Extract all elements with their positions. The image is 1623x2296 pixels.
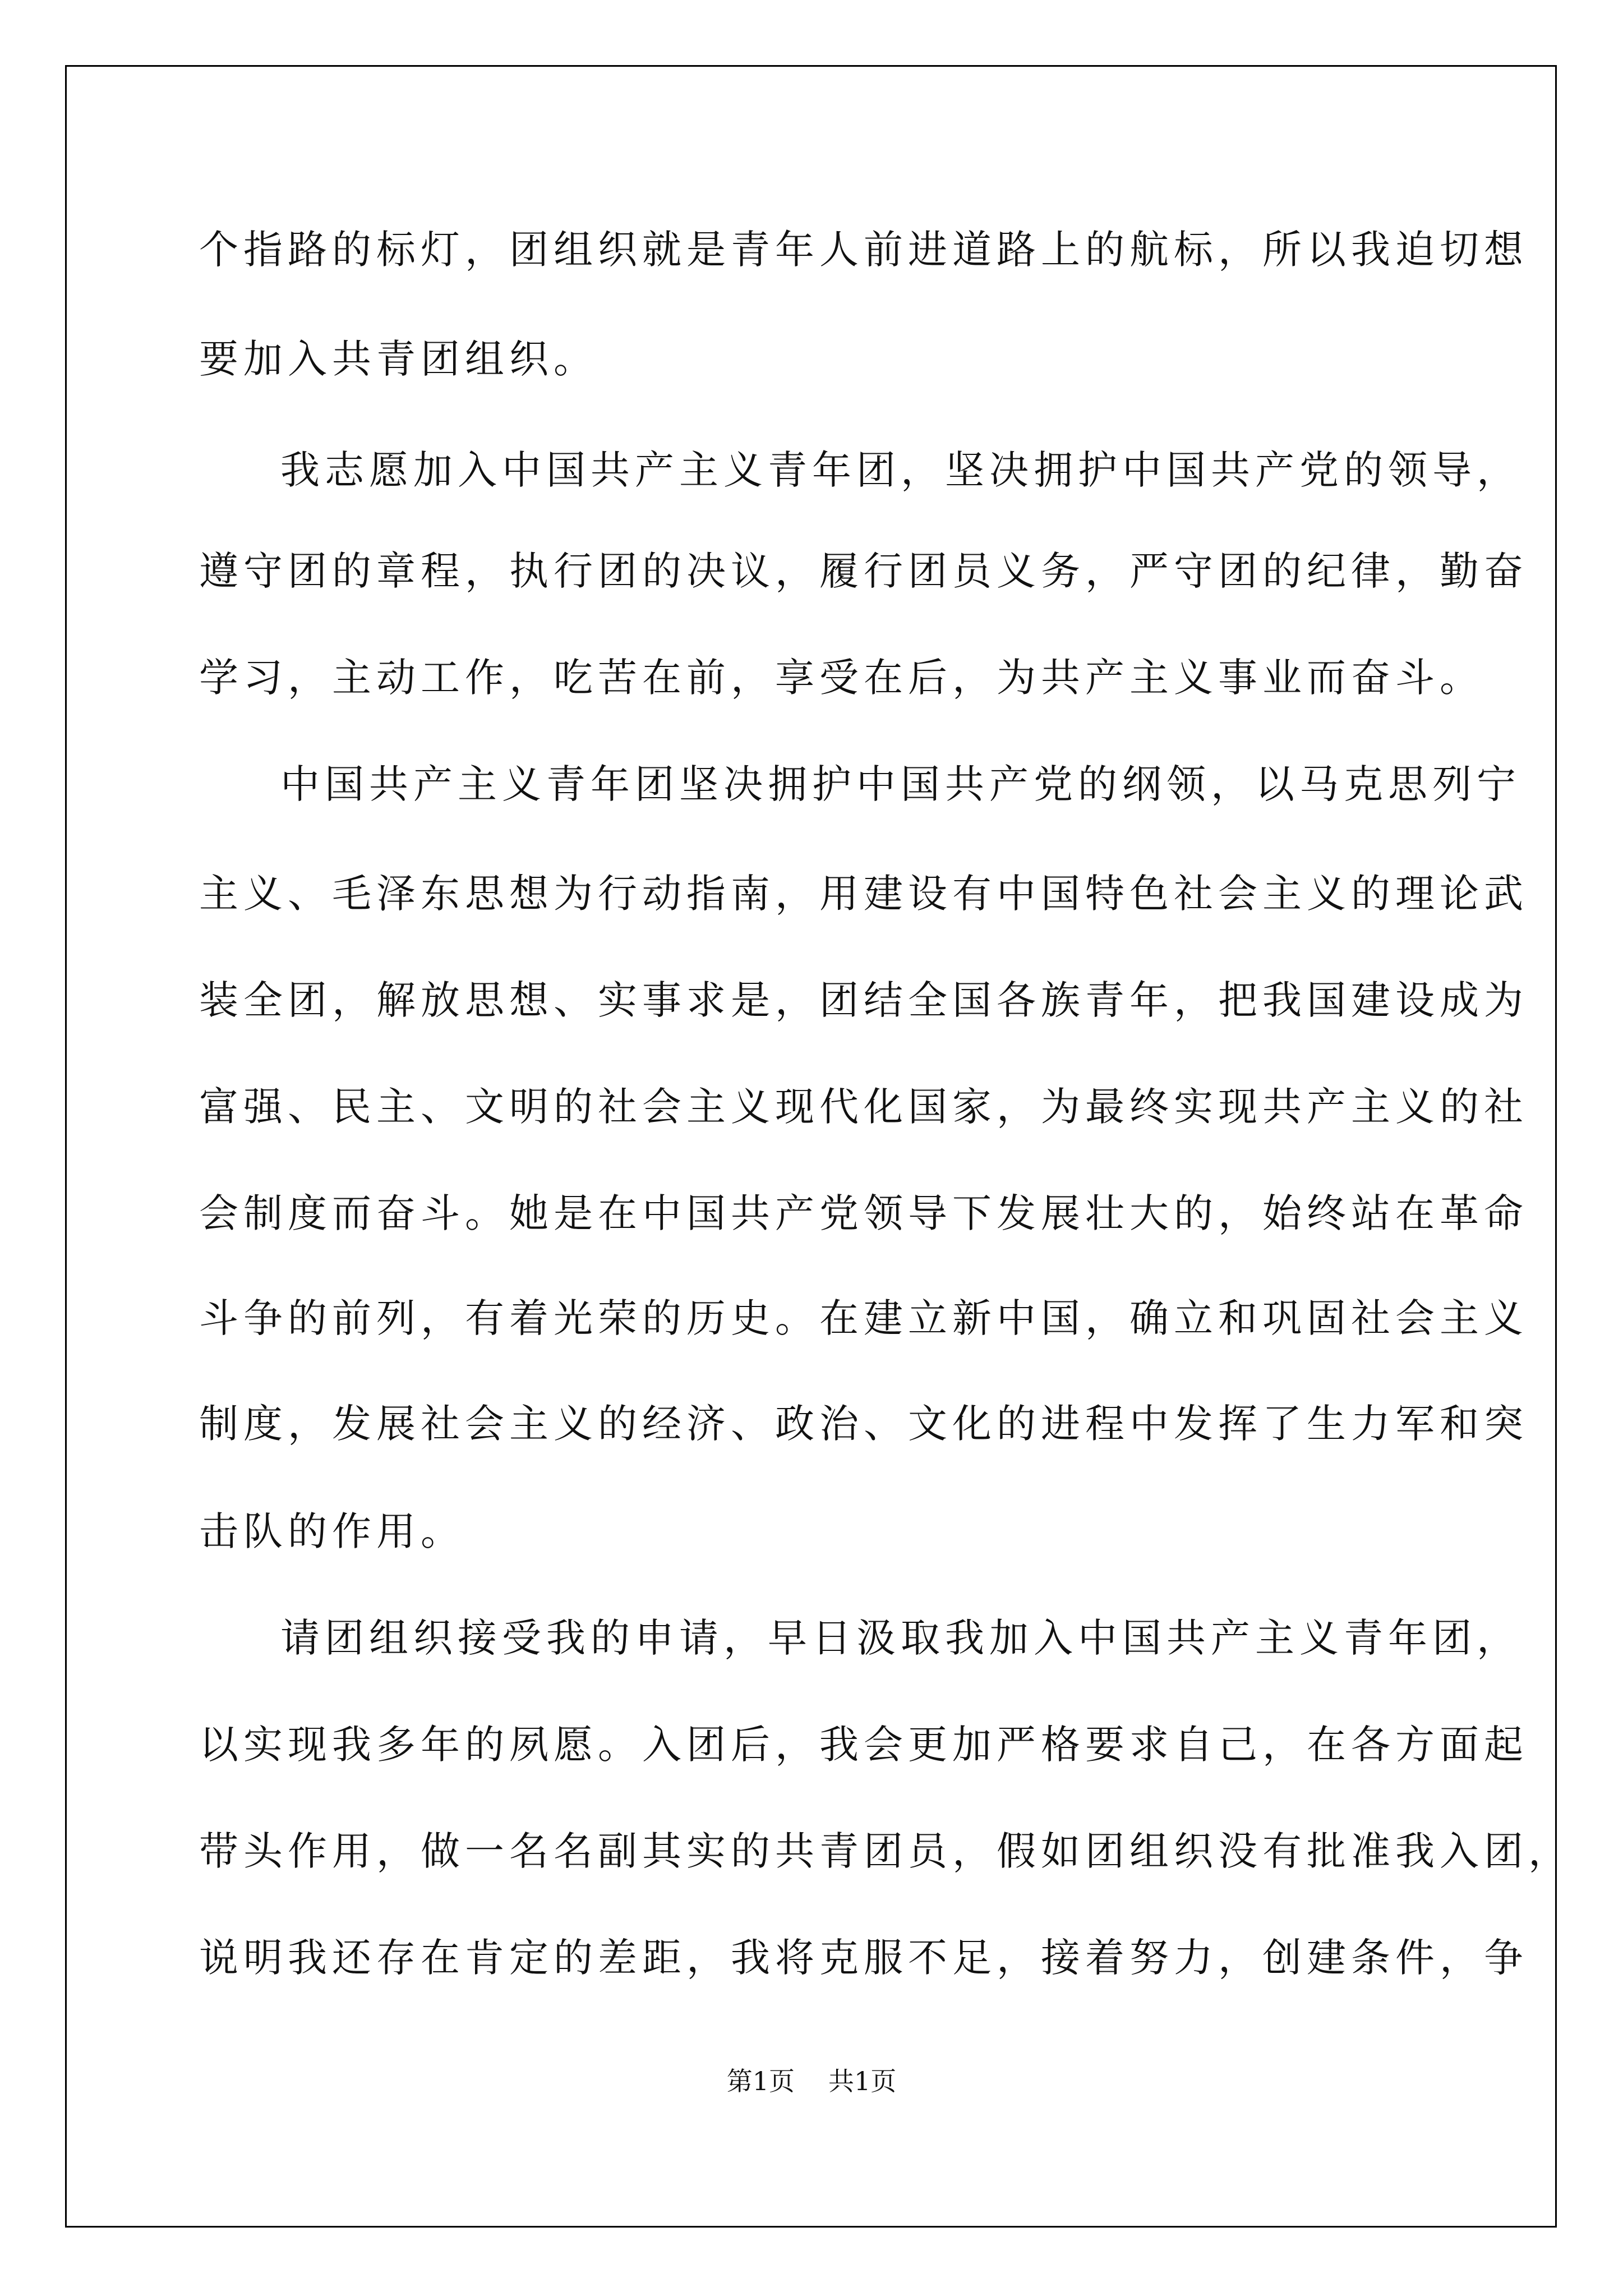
text-line: 会制度而奋斗。她是在中国共产党领导下发展壮大的，始终站在革命 [199,1190,1528,1236]
page-footer [0,2064,1623,2098]
text-line: 装全团，解放思想、实事求是，团结全国各族青年，把我国建设成为 [199,977,1528,1023]
text-line: 主义、毛泽东思想为行动指南，用建设有中国特色社会主义的理论武 [199,871,1528,917]
text-line: 斗争的前列，有着光荣的历史。在建立新中国，确立和巩固社会主义 [199,1295,1528,1341]
text-line: 请团组织接受我的申请，早日汲取我加入中国共产主义青年团， [280,1615,1521,1661]
text-line: 制度，发展社会主义的经济、政治、文化的进程中发挥了生力军和突 [199,1401,1528,1447]
text-line: 遵守团的章程，执行团的决议，履行团员义务，严守团的纪律，勤奋 [199,548,1528,594]
page-number: 第1页 [726,2066,795,2096]
text-line: 以实现我多年的夙愿。入团后，我会更加严格要求自己，在各方面起 [199,1722,1528,1768]
text-line: 击队的作用。 [199,1508,465,1554]
text-line: 说明我还存在肯定的差距，我将克服不足，接着努力，创建条件，争 [199,1935,1528,1981]
text-line: 中国共产主义青年团坚决拥护中国共产党的纲领，以马克思列宁 [280,761,1521,807]
text-line: 带头作用，做一名名副其实的共青团员，假如团组织没有批准我入团， [199,1828,1573,1874]
page-border [65,65,1573,2228]
page-total: 共1页 [828,2066,897,2096]
text-line: 个指路的标灯，团组织就是青年人前进道路上的航标，所以我迫切想 [199,227,1528,273]
text-line: 要加入共青团组织。 [199,336,598,382]
text-line: 学习，主动工作，吃苦在前，享受在后，为共产主义事业而奋斗。 [199,655,1484,701]
text-line: 富强、民主、文明的社会主义现代化国家，为最终实现共产主义的社 [199,1084,1528,1130]
text-line: 我志愿加入中国共产主义青年团，坚决拥护中国共产党的领导， [280,447,1521,493]
